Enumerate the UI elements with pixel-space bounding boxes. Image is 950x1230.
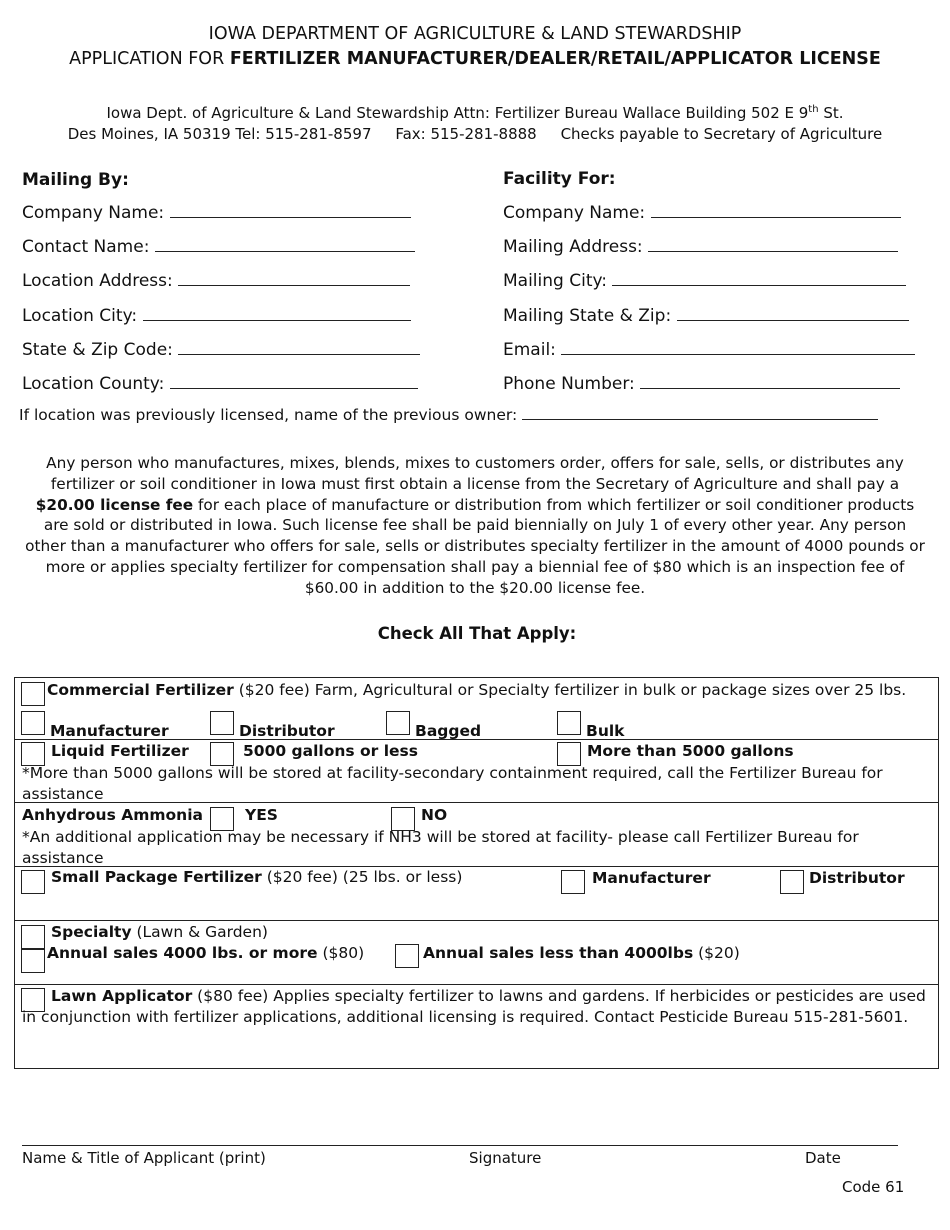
liquid-large-label: More than 5000 gallons: [587, 742, 794, 760]
intro-part1: Any person who manufactures, mixes, blends, mixes to customers order, offers for sale, sells, or distributes any fertilizer or soil conditioner in Iowa must first obtain a license from the Secretary of Agriculture and shall pay a: [46, 454, 904, 493]
facility-mailing-city-row[interactable]: [503, 271, 906, 291]
previous-owner-row[interactable]: [19, 405, 878, 424]
specialty-over-label: Annual sales 4000 lbs. or more: [47, 944, 318, 962]
specialty-desc: (Lawn & Garden): [131, 923, 268, 941]
form-title-bold: FERTILIZER MANUFACTURER/DEALER/RETAIL/APPLICATOR LICENSE: [229, 49, 881, 69]
mailing-by-title: Mailing By:: [22, 170, 129, 190]
small-package-desc: ($20 fee) (25 lbs. or less): [261, 868, 463, 886]
form-title-agency: IOWA DEPARTMENT OF AGRICULTURE & LAND STEWARDSHIP: [208, 24, 742, 44]
mailing-contact-row[interactable]: [22, 237, 415, 257]
mailing-location-address-row[interactable]: [22, 271, 410, 291]
specialty-row: [15, 921, 939, 985]
facility-mailing-address-line[interactable]: [648, 237, 898, 252]
facility-state-zip-label: Mailing State & Zip:: [503, 306, 672, 326]
commercial-distributor-label: Distributor: [239, 722, 335, 740]
facility-email-label: Email:: [503, 340, 556, 360]
mailing-state-zip-label: State & Zip Code:: [22, 340, 173, 360]
anhydrous-ammonia-row: [15, 803, 939, 867]
facility-phone-line[interactable]: [640, 374, 900, 389]
facility-mailing-city-label: Mailing City:: [503, 271, 608, 291]
specialty-over-fee: ($80): [317, 944, 365, 962]
facility-company-label: Company Name:: [503, 203, 646, 223]
mailing-company-label: Company Name:: [22, 203, 165, 223]
facility-phone-label: Phone Number:: [503, 374, 635, 394]
address-line1-a: Iowa Dept. of Agriculture & Land Stewardship Attn: Fertilizer Bureau Wallace Building 502 E 9: [106, 104, 809, 122]
commercial-bagged-label: Bagged: [415, 722, 482, 740]
specialty-under-text: [423, 944, 740, 962]
commercial-fertilizer-row: [15, 678, 939, 740]
mailing-state-zip-line[interactable]: [178, 340, 420, 355]
form-title-prefix: APPLICATION FOR: [69, 49, 230, 69]
intro-fee-bold: $20.00 license fee: [35, 495, 194, 514]
small-package-text: [51, 868, 462, 886]
facility-phone-row[interactable]: [503, 374, 900, 394]
mailing-location-city-label: Location City:: [22, 306, 138, 326]
commercial-distributor-checkbox[interactable]: [210, 711, 234, 735]
commercial-fertilizer-label: Commercial Fertilizer: [47, 681, 234, 699]
specialty-checkbox[interactable]: [21, 925, 45, 949]
small-package-manufacturer-checkbox[interactable]: [561, 870, 585, 894]
mailing-location-address-label: Location Address:: [22, 271, 173, 291]
facility-mailing-address-label: Mailing Address:: [503, 237, 643, 257]
address-line1-b: St.: [818, 104, 844, 122]
liquid-note: *More than 5000 gallons will be stored at facility-secondary containment required, call the Fertilizer Bureau for assistance: [22, 764, 883, 803]
ammonia-note: *An additional application may be necessary if NH3 will be stored at facility- please call Fertilizer Bureau for assistance: [22, 828, 859, 867]
facility-mailing-city-line[interactable]: [612, 271, 906, 286]
ammonia-label: Anhydrous Ammonia: [22, 806, 203, 824]
commercial-manufacturer-label: Manufacturer: [50, 722, 169, 740]
agency-contact: Des Moines, IA 50319 Tel: 515-281-8597 Fax: 515-281-8888 Checks payable to Secretary of Agriculture: [67, 125, 883, 143]
mailing-company-line[interactable]: [170, 203, 411, 218]
facility-for-title: Facility For:: [503, 169, 616, 189]
mailing-company-row[interactable]: [22, 203, 411, 223]
form-title: [0, 49, 950, 69]
mailing-county-label: Location County:: [22, 374, 165, 394]
liquid-fertilizer-label: Liquid Fertilizer: [51, 742, 189, 760]
lawn-applicator-row: [15, 985, 939, 1069]
commercial-manufacturer-checkbox[interactable]: [21, 711, 45, 735]
date-label: Date: [805, 1149, 841, 1167]
lawn-applicator-desc: ($80 fee) Applies specialty fertilizer to lawns and gardens. If herbicides or pesticides are used in conjunction with fertilizer applications, additional licensing is required. Contact Pesticide Bureau 515-281-5601.: [22, 987, 926, 1026]
ammonia-yes-label: YES: [245, 806, 278, 824]
small-package-manufacturer-label: Manufacturer: [592, 869, 711, 887]
specialty-under-fee: ($20): [693, 944, 740, 962]
intro-part2: for each place of manufacture or distribution from which fertilizer or soil conditioner products are sold or distributed in Iowa. Such license fee shall be paid biennially on July 1 of every other year. Any person other than a manufacturer who offers for sale, sells or distributes specialty fertilizer in the amount of 4000 pounds or more or applies specialty fertilizer for compensation shall pay a biennial fee of $80 which is an inspection fee of $60.00 in addition to the $20.00 license fee.: [25, 495, 925, 597]
mailing-location-address-line[interactable]: [178, 271, 410, 286]
commercial-bulk-checkbox[interactable]: [557, 711, 581, 735]
specialty-over-text: [47, 944, 364, 962]
license-options-table: [14, 677, 939, 1069]
small-package-checkbox[interactable]: [21, 870, 45, 894]
name-title-label: Name & Title of Applicant (print): [22, 1149, 266, 1167]
mailing-county-row[interactable]: [22, 374, 418, 394]
facility-email-row[interactable]: [503, 340, 915, 360]
specialty-under-checkbox[interactable]: [395, 944, 419, 968]
commercial-fertilizer-text: [47, 681, 906, 699]
liquid-fertilizer-row: [15, 740, 939, 803]
facility-company-row[interactable]: [503, 203, 901, 223]
specialty-label: Specialty: [51, 923, 132, 941]
commercial-bagged-checkbox[interactable]: [386, 711, 410, 735]
liquid-small-label: 5000 gallons or less: [243, 742, 418, 760]
commercial-bulk-label: Bulk: [586, 722, 625, 740]
facility-state-zip-line[interactable]: [677, 306, 909, 321]
small-package-row: [15, 867, 939, 921]
specialty-under-label: Annual sales less than 4000lbs: [423, 944, 694, 962]
facility-email-line[interactable]: [561, 340, 915, 355]
commercial-fertilizer-desc: ($20 fee) Farm, Agricultural or Specialty fertilizer in bulk or package sizes over 25 lbs.: [233, 681, 907, 699]
check-all-title: Check All That Apply:: [377, 624, 577, 643]
lawn-applicator-text: [22, 986, 926, 1028]
small-package-distributor-label: Distributor: [809, 869, 905, 887]
small-package-label: Small Package Fertilizer: [51, 868, 262, 886]
mailing-location-city-row[interactable]: [22, 306, 411, 326]
mailing-state-zip-row[interactable]: [22, 340, 420, 360]
signature-label: Signature: [469, 1149, 542, 1167]
specialty-over-checkbox[interactable]: [21, 949, 45, 973]
facility-state-zip-row[interactable]: [503, 306, 909, 326]
form-code: Code 61: [842, 1178, 905, 1196]
mailing-location-city-line[interactable]: [143, 306, 411, 321]
ammonia-no-label: NO: [421, 806, 448, 824]
address-line1-sup: th: [808, 104, 819, 115]
previous-owner-line[interactable]: [522, 405, 878, 420]
small-package-distributor-checkbox[interactable]: [780, 870, 804, 894]
agency-address: [0, 104, 950, 122]
signature-line[interactable]: [22, 1145, 898, 1146]
mailing-county-line[interactable]: [170, 374, 418, 389]
facility-company-line[interactable]: [651, 203, 901, 218]
mailing-contact-label: Contact Name:: [22, 237, 150, 257]
mailing-contact-line[interactable]: [155, 237, 415, 252]
commercial-fertilizer-checkbox[interactable]: [21, 682, 45, 706]
facility-mailing-address-row[interactable]: [503, 237, 898, 257]
lawn-applicator-label: Lawn Applicator: [51, 987, 193, 1005]
previous-owner-label: If location was previously licensed, name of the previous owner:: [19, 406, 518, 424]
license-info-paragraph: [22, 453, 928, 599]
specialty-text: [51, 923, 268, 941]
